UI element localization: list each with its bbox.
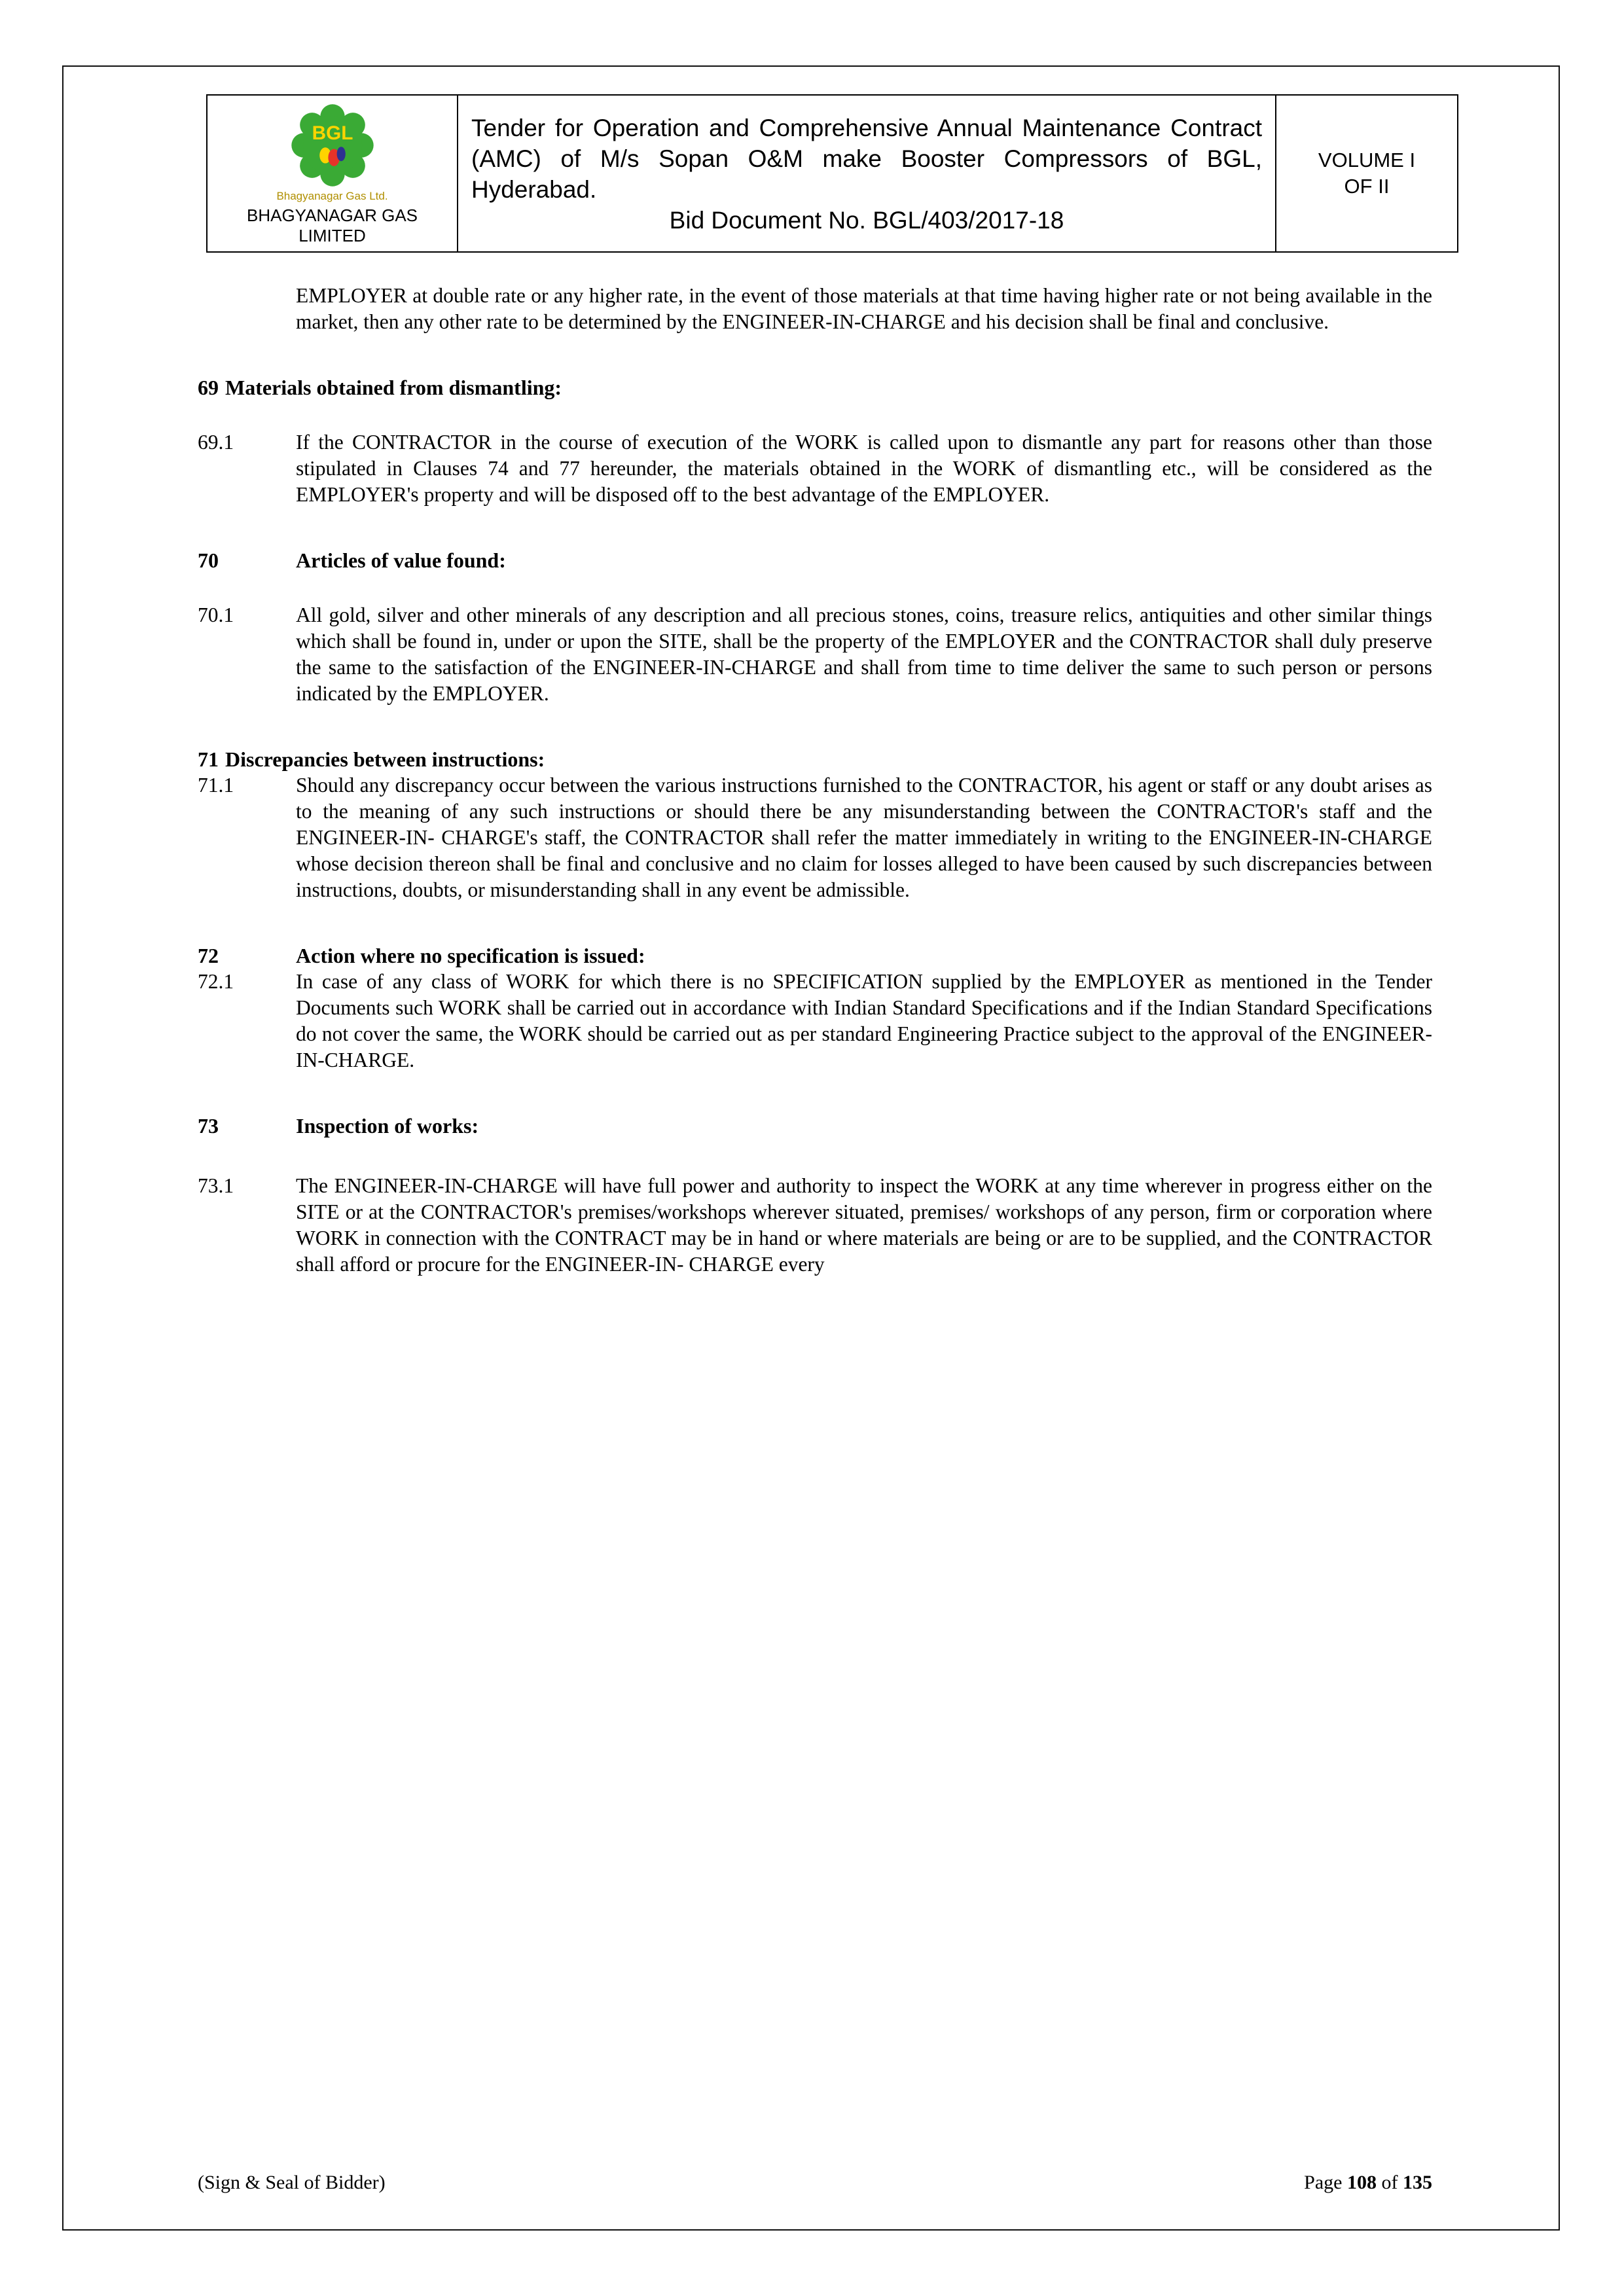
section-title: Articles of value found:: [296, 548, 506, 572]
tender-title: Tender for Operation and Comprehensive Annual Maintenance Contract (AMC) of M/s Sopan O&M make Booster Compressors of BGL, Hyderabad.: [471, 115, 1262, 203]
page-word: Page: [1304, 2172, 1343, 2193]
page-current: 108: [1347, 2172, 1377, 2193]
clause-71-1: [198, 772, 1432, 903]
clause-text: In case of any class of WORK for which there is no SPECIFICATION supplied by the EMPLOYER as mentioned in the Tender Documents such WORK shall be carried out in accordance with Indian Standard Specifications and if the Indian Standard Specifications do not cover the same, the WORK should be carried out as per standard Engineering Practice subject to the approval of the ENGINEER-IN-CHARGE.: [296, 970, 1432, 1071]
bgl-logo-text: BGL: [312, 122, 353, 145]
page-footer: [198, 2170, 1432, 2195]
page-border-frame: [62, 65, 1560, 2231]
clause-72-1: [198, 969, 1432, 1073]
section-number: 69: [198, 376, 219, 399]
section-heading-71: [198, 746, 1432, 772]
sign-seal-note: (Sign & Seal of Bidder): [198, 2172, 386, 2193]
clause-text: All gold, silver and other minerals of any description and all precious stones, coins, treasure relics, antiquities and other similar things which shall be found in, under or upon the SITE, shall be the property of the EMPLOYER and the CONTRACTOR shall duly preserve the same to the satisfaction of the ENGINEER-IN-CHARGE and shall from time to time deliver the same to such person or persons indicated by the EMPLOYER.: [296, 603, 1432, 705]
clause-69-1: [198, 429, 1432, 508]
clause-text: Should any discrepancy occur between the various instructions furnished to the CONTRACTOR, his agent or staff or any doubt arises as to the meaning of any such instructions or should there be any misunderstanding between the CONTRACTOR's staff and the ENGINEER-IN- CHARGE's staff, the CONTRACTOR shall refer the matter immediately in writing to the ENGINEER-IN-CHARGE whose decision thereon shall be final and conclusive and no claim for losses alleged to have been caused by such discrepancies between instructions, doubts, or misunderstanding shall in any event be admissible.: [296, 774, 1432, 901]
section-heading-72: [198, 942, 1432, 969]
section-number: 72: [198, 944, 219, 967]
section-title: Materials obtained from dismantling:: [225, 376, 562, 399]
section-title: Discrepancies between instructions:: [225, 747, 545, 771]
of-word: of: [1381, 2172, 1398, 2193]
document-body: [198, 283, 1432, 1278]
page-total: 135: [1403, 2172, 1432, 2193]
section-title: Action where no specification is issued:: [296, 944, 645, 967]
clause-number: 70.1: [198, 603, 234, 626]
document-header-table: [206, 94, 1458, 253]
section-heading-69: [198, 374, 1432, 401]
section-number: 70: [198, 548, 219, 572]
clause-number: 69.1: [198, 431, 234, 454]
section-title: Inspection of works:: [296, 1114, 479, 1138]
clause-text: If the CONTRACTOR in the course of execution of the WORK is called upon to dismantle any part for reasons other than those stipulated in Clauses 74 and 77 hereunder, the materials obtained in the WORK of dismantling etc., will be considered as the EMPLOYER's property and will be disposed off to the best advantage of the EMPLOYER.: [296, 431, 1432, 506]
clause-number: 72.1: [198, 970, 234, 993]
volume-line-1: VOLUME I: [1318, 149, 1416, 171]
paragraph-continuation: EMPLOYER at double rate or any higher rate, in the event of those materials at that time having higher rate or not being available in the market, then any other rate to be determined by the ENGINEER-IN-CHARGE and his decision shall be final and conclusive.: [296, 284, 1432, 333]
volume-line-2: OF II: [1344, 175, 1390, 198]
bgl-logo-icon: [284, 102, 381, 188]
header-title-cell: [458, 96, 1276, 251]
clause-text: The ENGINEER-IN-CHARGE will have full power and authority to inspect the WORK at any time wherever in progress either on the SITE or at the CONTRACTOR's premises/workshops wherever situated, premises/ workshops of any person, firm or corporation where WORK in connection with the CONTRACT may be in hand or where materials are being or are to be supplied, and the CONTRACTOR shall afford or procure for the ENGINEER-IN- CHARGE every: [296, 1174, 1432, 1276]
clause-number: 71.1: [198, 774, 234, 797]
header-logo-cell: [208, 96, 458, 251]
clause-number: 73.1: [198, 1174, 234, 1197]
section-heading-73: [198, 1113, 1432, 1139]
section-number: 73: [198, 1114, 219, 1138]
organization-name: BHAGYANAGAR GAS LIMITED: [246, 206, 418, 245]
logo-caption: Bhagyanagar Gas Ltd.: [276, 190, 388, 202]
clause-73-1: [198, 1173, 1432, 1278]
section-number: 71: [198, 747, 219, 771]
bid-document-number: Bid Document No. BGL/403/2017-18: [669, 207, 1064, 234]
section-heading-70: [198, 547, 1432, 573]
clause-70-1: [198, 602, 1432, 707]
header-volume-cell: [1276, 96, 1457, 251]
page-number: [1304, 2170, 1432, 2195]
